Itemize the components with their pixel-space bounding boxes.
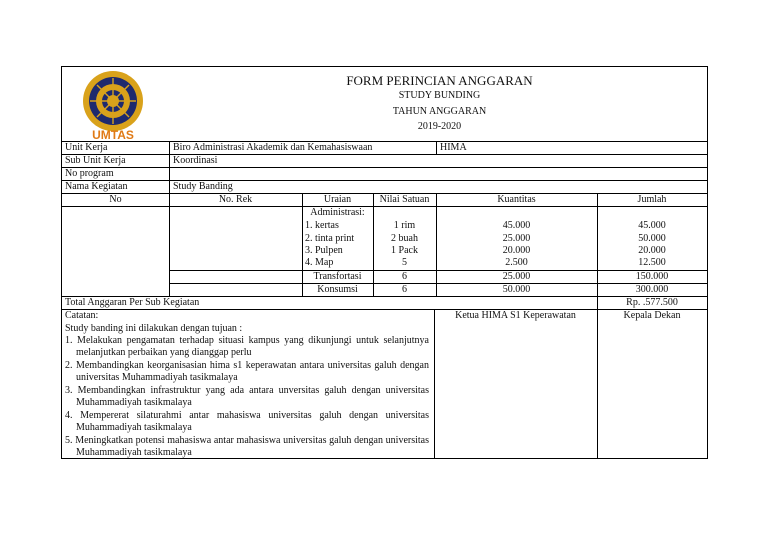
- row-satuan: 6: [402, 284, 407, 295]
- admin-item-satuan: 2 buah: [391, 233, 418, 244]
- header-line-2: TAHUN ANGGARAN: [392, 106, 487, 117]
- header-line-1: STUDY BUNDING: [398, 90, 481, 101]
- admin-item-satuan: 5: [402, 257, 407, 268]
- row-kuantitas: 25.000: [502, 271, 531, 282]
- catatan-intro: Study banding ini dilakukan dengan tujuan :: [65, 323, 243, 334]
- catatan-item: 1. Melakukan pengamatan terhadap situasi kampus yang dikunjungi untuk selanjutnya melanjutkan perbaikan yang dianggap perlu: [65, 335, 429, 358]
- admin-item-satuan: 1 Pack: [391, 245, 418, 256]
- row-uraian: Transfortasi: [313, 271, 362, 282]
- header-line-3: 2019-2020: [417, 121, 462, 132]
- form-title: FORM PERINCIAN ANGGARAN: [346, 73, 533, 88]
- catatan-label: Catatan:: [65, 310, 99, 321]
- col-header-kuantitas: Kuantitas: [497, 194, 536, 205]
- catatan-item: 3. Membandingkan infrastruktur yang ada antara unversitas galuh dengan universitas Muhammadiyah tasikmalaya: [65, 385, 429, 408]
- budget-form: [61, 66, 708, 459]
- admin-heading: Administrasi:: [310, 207, 365, 218]
- row-satuan: 6: [402, 271, 407, 282]
- total-value: Rp. .577.500: [626, 297, 678, 308]
- admin-item-kuantitas: 25.000: [502, 233, 531, 244]
- admin-item-uraian: 1. kertas: [305, 220, 339, 231]
- catatan-list: [65, 335, 429, 459]
- admin-item-jumlah: 20.000: [638, 245, 666, 256]
- umtas-logo: [80, 69, 146, 141]
- unit-kerja-value: Biro Administrasi Akademik dan Kemahasiswaan: [173, 142, 373, 153]
- admin-item-uraian: 3. Pulpen: [305, 245, 343, 256]
- col-header-uraian: Uraian: [323, 194, 352, 205]
- total-label: Total Anggaran Per Sub Kegiatan: [65, 297, 200, 308]
- nama-kegiatan-label: Nama Kegiatan: [65, 181, 128, 192]
- row-jumlah: 150.000: [635, 271, 669, 282]
- admin-item-kuantitas: 2.500: [505, 257, 528, 268]
- admin-item-satuan: 1 rim: [393, 220, 416, 231]
- unit-kerja-label: Unit Kerja: [65, 142, 108, 153]
- unit-kerja-extra: HIMA: [440, 142, 467, 153]
- col-header-no-rek: No. Rek: [218, 194, 253, 205]
- row-kuantitas: 50.000: [502, 284, 531, 295]
- col-header-jumlah: Jumlah: [637, 194, 667, 205]
- admin-item-uraian: 2. tinta print: [305, 233, 355, 244]
- col-header-nilai-satuan: Nilai Satuan: [379, 194, 430, 205]
- admin-item-jumlah: 50.000: [638, 233, 666, 244]
- sub-unit-kerja-value: Koordinasi: [173, 155, 218, 166]
- catatan-item: 2. Membandingkan keorganisasian hima s1 keperawatan antara universitas galuh dengan universitas Muhammadiyah tasikmalaya: [65, 360, 429, 383]
- sub-unit-kerja-label: Sub Unit Kerja: [65, 155, 126, 166]
- dekan-signature-label: Kepala Dekan: [623, 310, 681, 321]
- admin-item-kuantitas: 20.000: [502, 245, 531, 256]
- admin-item-jumlah: 12.500: [638, 257, 666, 268]
- row-jumlah: 300.000: [635, 284, 669, 295]
- university-seal-icon: [80, 69, 146, 141]
- row-uraian: Konsumsi: [317, 284, 358, 295]
- ketua-signature-label: Ketua HIMA S1 Keperawatan: [455, 310, 576, 321]
- no-program-label: No program: [65, 168, 114, 179]
- nama-kegiatan-value: Study Banding: [173, 181, 233, 192]
- admin-item-uraian: 4. Map: [305, 257, 334, 268]
- col-header-no: No: [109, 194, 122, 205]
- catatan-item: 5. Meningkatkan potensi mahasiswa antar mahasiswa universitas galuh dengan universitas Muhammadiyah tasikmalaya: [65, 435, 429, 458]
- logo-text: UMTAS: [92, 128, 134, 141]
- catatan-item: 4. Mempererat silaturahmi antar mahasiswa universitas galuh dengan universitas Muhammadiyah tasikmalaya: [65, 410, 429, 433]
- admin-item-kuantitas: 45.000: [502, 220, 531, 231]
- admin-item-jumlah: 45.000: [638, 220, 666, 231]
